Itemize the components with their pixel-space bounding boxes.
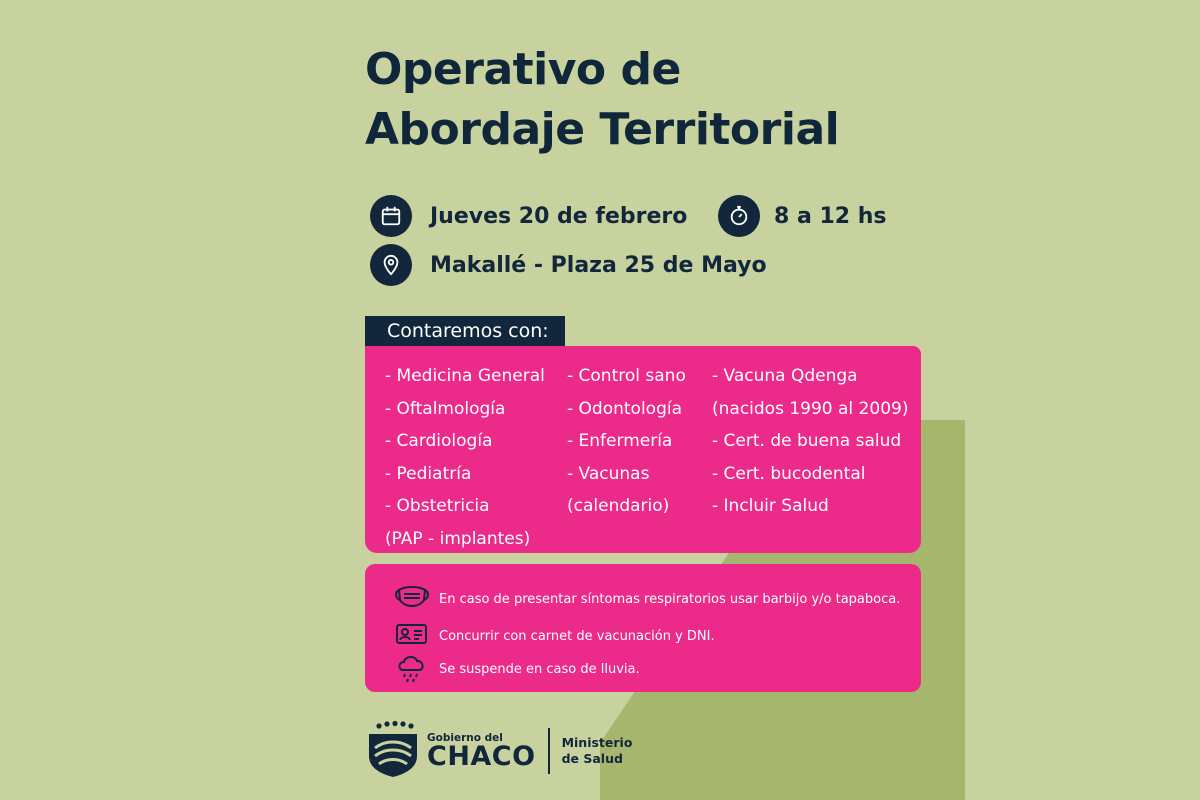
footer-logo [365,720,632,782]
service-item: - Vacuna Qdenga [712,366,858,386]
stopwatch-icon [718,195,760,237]
title-line-2: Abordaje Territorial [365,104,840,155]
service-item: - Obstetricia [385,496,490,516]
government-wordmark [427,732,536,770]
service-item: - Enfermería [567,431,673,451]
event-date: Jueves 20 de febrero [430,203,688,229]
mask-icon [395,582,429,616]
services-header: Contaremos con: [365,316,565,346]
service-item: - Control sano [567,366,686,386]
service-item: - Odontología [567,398,683,419]
note-rain [395,650,640,688]
calendar-icon [370,195,412,237]
service-item: (PAP - implantes) [385,528,531,549]
note-text: Concurrir con carnet de vacunación y DNI. [439,628,715,644]
date-row [370,195,687,237]
government-label: Gobierno del [427,732,503,744]
note-mask [395,582,900,616]
time-row [718,195,887,237]
note-id-card [395,622,715,650]
note-text: Se suspende en caso de lluvia. [439,661,640,677]
place-row [370,244,767,286]
service-item: - Vacunas [567,463,650,484]
service-item: - Cert. bucodental [712,463,866,484]
services-column-1 [385,360,545,555]
services-column-2 [567,360,686,523]
service-item: - Cardiología [385,431,493,451]
service-item: - Pediatría [385,463,472,484]
notes-box [365,564,921,692]
footer-divider [548,728,550,774]
rain-cloud-icon [395,650,429,688]
note-text: En caso de presentar síntomas respiratorios usar barbijo y/o tapaboca. [439,591,901,607]
service-item: - Incluir Salud [712,496,829,516]
service-item: - Medicina General [385,366,545,386]
service-item: (calendario) [567,496,670,516]
services-box [365,346,921,553]
service-item: - Cert. de buena salud [712,431,902,451]
ministry-wordmark [562,735,633,767]
ministry-line-2: de Salud [561,751,623,766]
title-line-1: Operativo de [365,44,681,95]
chaco-emblem-icon [365,720,421,782]
location-pin-icon [370,244,412,286]
chaco-label: CHACO [427,741,536,772]
service-item: - Oftalmología [385,398,506,419]
page-title [365,40,839,160]
event-time: 8 a 12 hs [774,203,887,229]
event-place: Makallé - Plaza 25 de Mayo [430,252,767,278]
id-card-icon [395,622,429,650]
ministry-line-1: Ministerio [561,735,633,750]
services-column-3 [712,360,908,523]
service-item: (nacidos 1990 al 2009) [712,398,909,419]
